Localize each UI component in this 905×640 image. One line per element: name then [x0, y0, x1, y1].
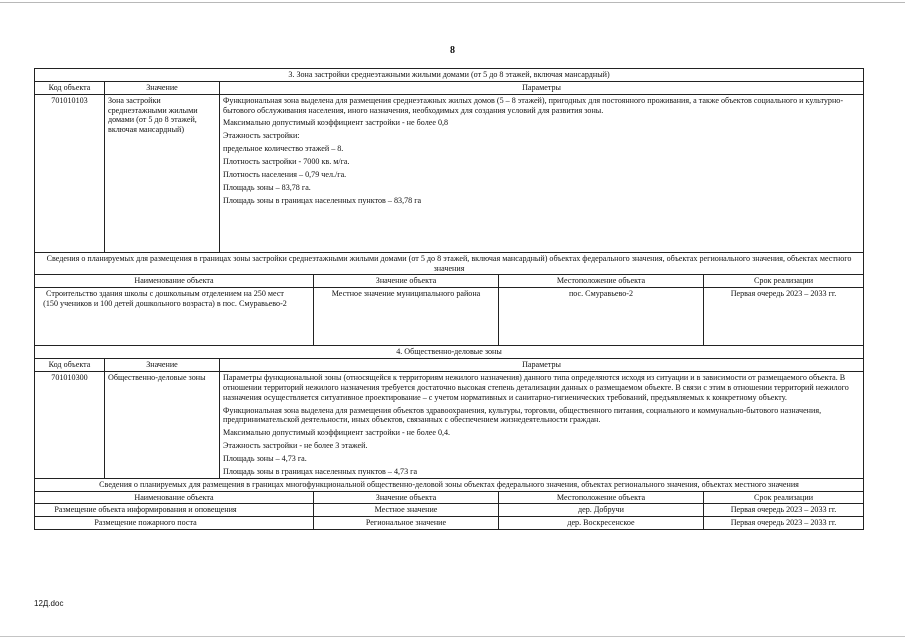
- section3-param: Площадь зоны в границах населенных пунктов – 83,78 га: [223, 195, 422, 205]
- planned3-col-location: Местоположение объекта: [499, 275, 704, 288]
- section3-param: Площадь зоны – 83,78 га.: [223, 182, 311, 192]
- page-number: 8: [450, 45, 455, 56]
- planned3-title-row: [35, 252, 864, 275]
- table-row: [35, 288, 864, 346]
- planned4-row-term: Первая очередь 2023 – 2033 гг.: [704, 504, 864, 517]
- planned4-title-row: [35, 478, 864, 491]
- section3-param: предельное количество этажей – 8.: [223, 144, 344, 154]
- section3-col-code: Код объекта: [35, 81, 105, 94]
- planned4-row-value: Региональное значение: [314, 517, 499, 530]
- section3-params: [220, 94, 864, 252]
- scan-edge-bottom: [0, 636, 905, 637]
- section4-col-value: Значение: [105, 359, 220, 372]
- planned3-col-term: Срок реализации: [704, 275, 864, 288]
- section3-header-row: [35, 81, 864, 94]
- planned4-row-location: дер. Воскресенское: [499, 517, 704, 530]
- planned3-col-value: Значение объекта: [314, 275, 499, 288]
- planned4-header-row: [35, 491, 864, 504]
- section3-title: 3. Зона застройки среднеэтажными жилыми домами (от 5 до 8 этажей, включая мансардный): [35, 69, 864, 82]
- section3-data-row: [35, 94, 864, 252]
- table-row: [35, 504, 864, 517]
- section3-param: Функциональная зона выделена для размещения среднеэтажных жилых домов (5 – 8 этажей), пригодных для постоянного проживания, а также объектов социального и культурно-бытового обслуживания населения, иного назначения, необходимых для создания условий для развития зоны.: [223, 95, 844, 115]
- scan-edge-top: [0, 2, 905, 3]
- planned3-row-location: пос. Смуравьево-2: [499, 288, 704, 346]
- section4-title: 4. Общественно-деловые зоны: [35, 346, 864, 359]
- table-row: [35, 517, 864, 530]
- section4-title-row: [35, 346, 864, 359]
- planned3-row-name: Строительство здания школы с дошкольным отделением на 250 мест (150 учеников и 100 детей дошкольного возраста) в пос. Смуравьево-2: [35, 288, 314, 346]
- section4-data-row: [35, 372, 864, 479]
- section3-code: 701010103: [35, 94, 105, 252]
- section3-col-value: Значение: [105, 81, 220, 94]
- section4-value: Общественно-деловые зоны: [105, 372, 220, 479]
- planned4-col-term: Срок реализации: [704, 491, 864, 504]
- planned4-row-name: Размещение объекта информирования и оповещения: [35, 504, 314, 517]
- section3-param: Плотность населения – 0,79 чел./га.: [223, 169, 347, 179]
- planned4-col-value: Значение объекта: [314, 491, 499, 504]
- planned3-row-term: Первая очередь 2023 – 2033 гг.: [704, 288, 864, 346]
- document-filename: 12Д.doc: [34, 599, 64, 608]
- planned4-row-term: Первая очередь 2023 – 2033 гг.: [704, 517, 864, 530]
- planned4-col-location: Местоположение объекта: [499, 491, 704, 504]
- section3-value: Зона застройки среднеэтажными жилыми домами (от 5 до 8 этажей, включая мансардный): [105, 94, 220, 252]
- planned3-col-name: Наименование объекта: [35, 275, 314, 288]
- section4-param: Этажность застройки - не более 3 этажей.: [223, 441, 368, 451]
- planned4-row-value: Местное значение: [314, 504, 499, 517]
- section3-col-params: Параметры: [220, 81, 864, 94]
- section4-param: Площадь зоны в границах населенных пунктов – 4,73 га: [223, 466, 418, 476]
- section4-col-code: Код объекта: [35, 359, 105, 372]
- section4-code: 701010300: [35, 372, 105, 479]
- planned3-title: Сведения о планируемых для размещения в границах зоны застройки среднеэтажными жилыми домами (от 5 до 8 этажей, включая мансардный) объектах федерального значения, объектах регионального значения, объектах местного значения: [35, 252, 864, 275]
- section3-title-row: [35, 69, 864, 82]
- planned4-row-location: дер. Добручи: [499, 504, 704, 517]
- section4-params: [220, 372, 864, 479]
- planned4-col-name: Наименование объекта: [35, 491, 314, 504]
- zones-table: [34, 68, 864, 530]
- section4-param: Параметры функциональной зоны (относящейся к территориям нежилого назначения) данного типа определяются исходя из ситуации и в зависимости от размещаемого объекта. В отношении территорий нежилого назначения требуется достаточно высокая степень детализации данных о размещаемом объекте. В связи с этим в отношении территорий нежилого назначения осуществляется ситуативное проектирование – с учетом нормативных и санитарно-гигиенических требований, предъявляемых к конкретному объекту.: [223, 373, 849, 402]
- section4-header-row: [35, 359, 864, 372]
- section3-param: Этажность застройки:: [223, 131, 300, 141]
- planned4-title: Сведения о планируемых для размещения в границах многофункциональной общественно-деловой зоны объектах федерального значения, объектах регионального значения, объектах местного значения: [35, 478, 864, 491]
- section4-param: Максимально допустимый коэффициент застройки - не более 0,4.: [223, 428, 451, 438]
- section4-col-params: Параметры: [220, 359, 864, 372]
- section3-param: Плотность застройки - 7000 кв. м/га.: [223, 157, 350, 167]
- section4-param: Функциональная зона выделена для размещения объектов здравоохранения, культуры, торговли, общественного питания, социального и коммунально-бытового назначения, предпринимательской деятельности, иных объектов, связанных с обеспечением жизнедеятельности граждан.: [223, 405, 822, 425]
- planned3-header-row: [35, 275, 864, 288]
- planned4-row-name: Размещение пожарного поста: [35, 517, 314, 530]
- section4-param: Площадь зоны – 4,73 га.: [223, 454, 307, 464]
- section3-param: Максимально допустимый коэффициент застройки - не более 0,8: [223, 118, 449, 128]
- planned3-row-value: Местное значение муниципального района: [314, 288, 499, 346]
